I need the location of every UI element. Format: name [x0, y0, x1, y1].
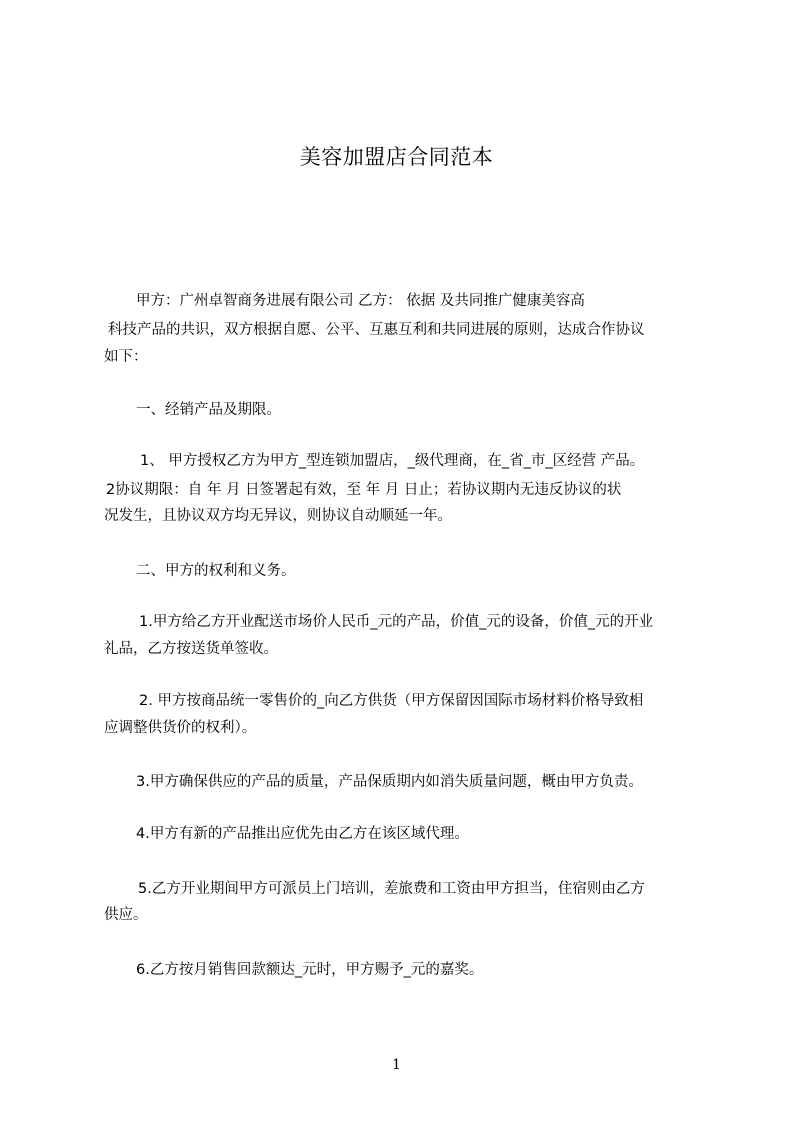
section2-item-2-line-2: 应调整供货价的权利）。: [104, 720, 257, 736]
section2-heading: 二、甲方的权利和义务。: [136, 563, 296, 579]
section1-line-3: 况发生，且协议双方均无异议，则协议自动顺延一年。: [104, 508, 452, 524]
section2-item-2-line-1: 2. 甲方按商品统一零售价的_向乙方供货（甲方保留因国际市场材料价格导致相: [139, 693, 644, 709]
section2-item-1-line-2: 礼品，乙方按送货单签收。: [104, 641, 278, 657]
page-number: 1: [392, 1057, 401, 1073]
intro-line-1: 甲方：广州卓智商务进展有限公司 乙方： 依据 及共同推广健康美容高: [136, 293, 585, 309]
section1-line-2: 2协议期限：自 年 月 日签署起有效，至 年 月 日止；若协议期内无违反协议的状: [106, 482, 622, 498]
section2-item-5-line-1: 5.乙方开业期间甲方可派员上门培训，差旅费和工资由甲方担当，住宿则由乙方: [138, 881, 645, 897]
section2-item-4: 4.甲方有新的产品推出应优先由乙方在该区域代理。: [136, 826, 469, 842]
section1-line-1: 1、 甲方授权乙方为甲方_型连锁加盟店，_级代理商，在_省_市_区经营 产品。: [140, 453, 645, 469]
intro-line-3: 如下：: [104, 349, 148, 365]
section2-item-3: 3.甲方确保供应的产品的质量，产品保质期内如消失质量问题，概由甲方负责。: [136, 774, 643, 790]
document-title: 美容加盟店合同范本: [299, 145, 494, 169]
section2-item-5-line-2: 供应。: [104, 907, 148, 923]
section1-heading: 一、经销产品及期限。: [136, 402, 281, 418]
section2-item-1-line-1: 1.甲方给乙方开业配送市场价人民币_元的产品，价值_元的设备，价值_元的开业: [139, 614, 654, 630]
intro-line-2: 科技产品的共识，双方根据自愿、公平、互惠互利和共同进展的原则，达成合作协议: [108, 322, 645, 338]
section2-item-6: 6.乙方按月销售回款额达_元时，甲方赐予_元的嘉奖。: [136, 962, 484, 978]
